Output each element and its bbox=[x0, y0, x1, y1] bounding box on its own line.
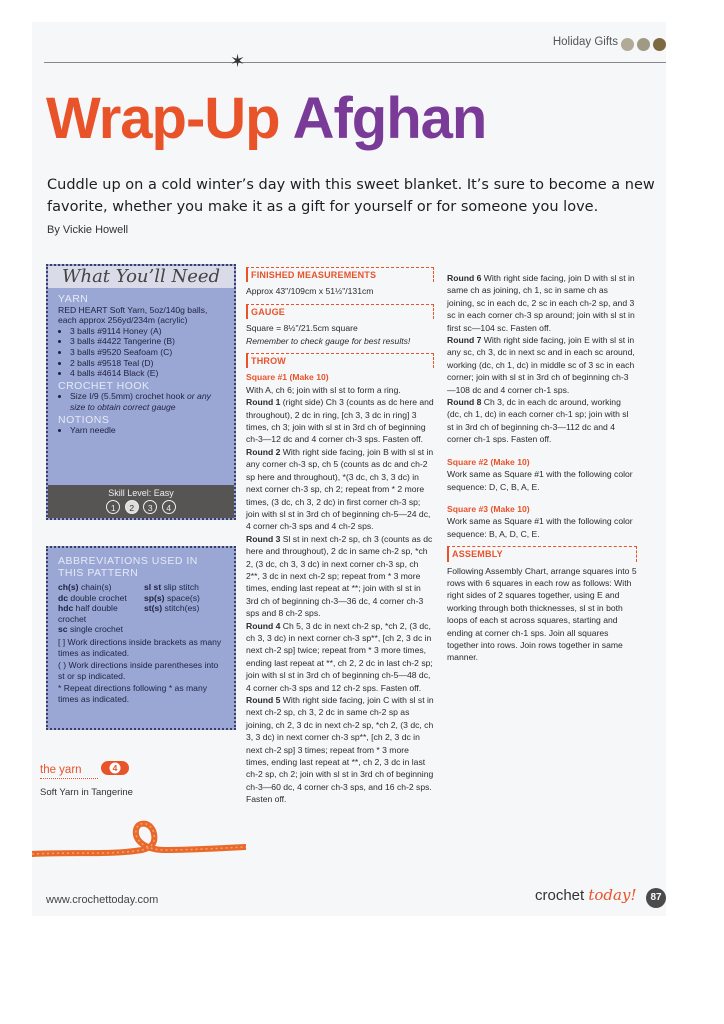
abbr-note: [ ] Work directions inside brackets as many times as indicated. bbox=[58, 636, 222, 658]
round-5 bbox=[246, 694, 434, 806]
list-item: • 3 balls #9520 Seafoam (C) bbox=[70, 347, 226, 358]
yarn-label-rule bbox=[40, 778, 98, 779]
magazine-page bbox=[32, 22, 666, 916]
square-2-text: Work same as Square #1 with the following color sequence: D, C, B, A, E. bbox=[447, 469, 633, 492]
round-4 bbox=[246, 620, 434, 694]
section-heading: ASSEMBLY bbox=[447, 546, 637, 561]
list-item bbox=[144, 593, 228, 604]
section-name: Holiday Gifts bbox=[552, 36, 618, 48]
list-item: • 3 balls #9114 Honey (A) bbox=[70, 326, 226, 337]
abbr-term: sl st bbox=[144, 582, 162, 592]
what-you-need-box bbox=[46, 264, 236, 520]
round-text: Sl st in next ch-2 sp, ch 3 (counts as dc here and throughout), 2 dc in same ch-2 sp, *ch 2, (3 dc, ch 3, 3 dc) in next corner ch-3 sp, ch 2**, 3 dc in next ch-2 sp; repeat from * 3 more times, ending last repeat at **; join with sl st in 3rd ch of beginning ch-3—36 dc, 4 corner ch-3 sps and 8 ch-2 sps. bbox=[246, 533, 433, 619]
skill-level-indicator bbox=[48, 500, 234, 514]
abbreviations-heading: ABBREVIATIONS USED IN THIS PATTERN bbox=[58, 555, 198, 579]
list-item bbox=[58, 593, 144, 604]
round-text: With right side facing, join B with sl st in any corner ch-3 sp, ch 5 (counts as dc and ch-2 sp here and throughout), *(3 dc, ch 3, 3 dc) in next corner ch-3 sp, ch 2; repeat from * 2 more times, (3 dc, ch 3, 2 dc) in first corner ch-3 sp; join with sl st in 3rd ch of beginning ch-5—24 dc, 4 corner ch-3 sps and 4 ch-2 sps. bbox=[246, 446, 434, 532]
abbr-definition: space(s) bbox=[166, 592, 200, 603]
abbr-term: st(s) bbox=[144, 603, 163, 614]
round-text: (right side) Ch 3 (counts as dc here and throughout), 2 dc in ring, [ch 3, 3 dc in ring] 3 times, ch 3; join with sl st in 3rd ch of beginning ch-3—12 dc and 4 corner ch-3 sps. Fasten off. bbox=[246, 397, 434, 445]
abbr-note: ( ) Work directions inside parentheses into st or sp indicated. bbox=[58, 660, 219, 681]
yarn-weight-number: 4 bbox=[112, 763, 118, 773]
page-number: 87 bbox=[646, 888, 666, 908]
skill-level-circle: 1 bbox=[106, 500, 120, 514]
list-item bbox=[58, 582, 144, 593]
decorative-dot-icon bbox=[653, 38, 666, 51]
abbreviations-list bbox=[58, 582, 225, 635]
yarn-name: Soft Yarn in Tangerine bbox=[40, 787, 133, 798]
notions-list bbox=[58, 425, 226, 436]
round-3 bbox=[246, 533, 434, 620]
what-you-need-heading: What You’ll Need bbox=[48, 266, 234, 288]
intro-text: Cuddle up on a cold winter’s day with this sweet blanket. It’s sure to become a new favorite, whether you make it as a gift for yourself or for someone you love. bbox=[47, 177, 655, 215]
abbr-term: sc bbox=[58, 624, 68, 635]
round-label: Round 5 bbox=[246, 695, 281, 705]
skill-level-circle: 4 bbox=[162, 500, 176, 514]
title-part-1: Wrap-Up bbox=[46, 86, 280, 151]
yarn-label: the yarn bbox=[40, 764, 82, 776]
list-item: • 2 balls #9518 Teal (D) bbox=[70, 358, 226, 369]
abbr-term: ch(s) bbox=[58, 582, 79, 592]
abbr-note: * Repeat directions following * as many times as indicated. bbox=[58, 683, 208, 704]
round-text: With right side facing, join E with sl st in any sc, ch 3, dc in next sc and in each sc around, working (dc, ch 1, dc) in middle sc of 3 sc in each corner; join with sl st in 3rd ch of beginning ch-3—108 dc and 4 corner ch-1 sps. bbox=[447, 335, 635, 395]
round-2 bbox=[246, 446, 434, 533]
title-part-2: Afghan bbox=[292, 86, 487, 151]
section-heading: FINISHED MEASUREMENTS bbox=[246, 267, 434, 282]
decorative-dot-icon bbox=[621, 38, 634, 51]
list-item: • 4 balls #4614 Black (E) bbox=[70, 368, 226, 379]
list-item bbox=[58, 603, 144, 624]
abbr-term: dc bbox=[58, 592, 69, 603]
yarn-weight-icon bbox=[100, 760, 130, 776]
abbreviations-box bbox=[46, 546, 236, 730]
star-icon: ✶ bbox=[230, 51, 246, 71]
abbr-definition: stitch(es) bbox=[164, 603, 200, 614]
hook-heading: CROCHET HOOK bbox=[58, 379, 150, 392]
yarn-description: RED HEART Soft Yarn, 5oz/140g balls, each approx 256yd/234m (acrylic) bbox=[58, 304, 208, 326]
assembly-text: Following Assembly Chart, arrange squares into 5 rows with 6 squares in each row as follows: With right sides of 2 squares together, using E and working through both thicknesses, sl st in both loops of each st across squares, starting and ending at corner ch-1 sps. Join all squares together into rows. Join rows together in same manner. bbox=[447, 565, 637, 663]
gauge-text: Square = 8½"/21.5cm square bbox=[246, 323, 358, 334]
round-label: Round 2 bbox=[246, 446, 281, 457]
notions-heading: NOTIONS bbox=[58, 413, 110, 426]
section-heading: THROW bbox=[246, 353, 434, 368]
skill-level-circle-active: 2 bbox=[125, 500, 139, 514]
abbr-definition: double crochet bbox=[70, 592, 127, 603]
skill-level-bar bbox=[48, 485, 234, 518]
round-text: Ch 5, 3 dc in next ch-2 sp, *ch 2, (3 dc, ch 3, 3 dc) in next corner ch-3 sp**, [ch 2, 3 dc in next ch-2 sp] twice; repeat from * 3 more times, ending last repeat at **, ch 2, 2 dc in last ch-2 sp; join with sl st in 3rd ch of beginning ch-5—48 dc, 4 corner ch-3 sps and 12 ch-2 sps. Fasten off. bbox=[246, 620, 433, 693]
round-label: Round 4 bbox=[246, 620, 281, 631]
abbr-definition: chain(s) bbox=[80, 582, 112, 592]
list-item bbox=[144, 603, 228, 624]
round-1 bbox=[246, 396, 434, 446]
abbr-term: hdc bbox=[58, 603, 74, 614]
abbr-definition: half double crochet bbox=[58, 603, 118, 624]
round-text: Ch 3, dc in each dc around, working (dc, ch 1, dc) in each corner ch-1 sp; join with sl st in 3rd ch of beginning ch-3—112 dc and 4 corner ch-1 sps. Fasten off. bbox=[447, 397, 629, 445]
list-item bbox=[70, 391, 226, 412]
skill-level-label: Skill Level: Easy bbox=[108, 488, 174, 498]
header-divider bbox=[44, 62, 666, 63]
round-text: With right side facing, join D with sl st in same ch as joining, ch 1, sc in same ch as joining, sc in each dc, 2 sc in each ch-2 sp, and 3 sc in each corner ch-3 sp around; join with sl st in first sc—104 sc. Fasten off. bbox=[447, 273, 635, 333]
page-title bbox=[46, 84, 486, 154]
decorative-dot-icon bbox=[637, 38, 650, 51]
round-text: With right side facing, join C with sl st in next ch-2 sp, ch 3, 2 dc in same ch-2 sp as joining, ch 2, 3 dc in next ch-2 sp, *ch 2, (3 dc, ch 3, 3 dc) in next corner ch-3 sp**, [ch 2, 3 dc in next ch-2 sp] 3 times; repeat from * 3 more times, ending last repeat at **, ch 2, 3 dc in last ch-2 sp, ch 2; join with sl st in 3rd ch of beginning ch-3—60 dc, 4 corner ch-3 sps, and 16 ch-2 sps. Fasten off. bbox=[246, 695, 434, 805]
list-item bbox=[144, 582, 228, 593]
gauge-note bbox=[246, 335, 434, 347]
abbr-definition: slip stitch bbox=[163, 582, 199, 592]
square-2-heading: Square #2 (Make 10) bbox=[447, 456, 530, 467]
byline: By Vickie Howell bbox=[47, 224, 129, 236]
skill-level-circle: 3 bbox=[143, 500, 157, 514]
round-label: Round 3 bbox=[246, 533, 281, 544]
finished-measurements-text: Approx 43"/109cm x 51½"/131cm bbox=[246, 286, 374, 297]
pattern-column-2 bbox=[447, 272, 637, 664]
square-1-heading: Square #1 (Make 10) bbox=[246, 372, 329, 383]
yarn-heading: YARN bbox=[58, 293, 89, 305]
pattern-column-1 bbox=[246, 267, 434, 806]
list-item: • Yarn needle bbox=[70, 425, 226, 436]
round-label: Round 6 bbox=[447, 273, 482, 283]
hook-text: Size I/9 (5.5mm) crochet hook bbox=[70, 391, 185, 402]
round-label: Round 7 bbox=[447, 335, 482, 346]
pattern-text: With A, ch 6; join with sl st to form a ring. bbox=[246, 384, 401, 395]
logo-word-2: today! bbox=[588, 886, 637, 904]
abbr-definition: single crochet bbox=[69, 624, 123, 635]
round-label: Round 8 bbox=[447, 397, 482, 408]
yarn-strand-image bbox=[32, 798, 246, 868]
round-label: Round 1 bbox=[246, 397, 281, 408]
round-6 bbox=[447, 272, 637, 334]
gauge-note-text: Remember to check gauge for best results! bbox=[246, 335, 411, 346]
section-heading: GAUGE bbox=[246, 304, 434, 319]
magazine-logo bbox=[535, 886, 636, 904]
square-3-heading: Square #3 (Make 10) bbox=[447, 503, 530, 514]
list-item bbox=[58, 624, 144, 635]
yarn-list bbox=[58, 326, 226, 379]
list-item: • 3 balls #4422 Tangerine (B) bbox=[70, 336, 226, 347]
square-3-text: Work same as Square #1 with the following color sequence: B, A, D, C, E. bbox=[447, 516, 633, 539]
page-header bbox=[32, 32, 666, 54]
footer-url: www.crochettoday.com bbox=[46, 894, 159, 906]
hook-note: or any size to obtain correct gauge bbox=[70, 391, 211, 412]
abbr-term: sp(s) bbox=[144, 592, 165, 603]
logo-word-1: crochet bbox=[535, 887, 585, 904]
hook-list bbox=[58, 391, 226, 412]
round-7 bbox=[447, 334, 637, 396]
round-8 bbox=[447, 396, 637, 446]
